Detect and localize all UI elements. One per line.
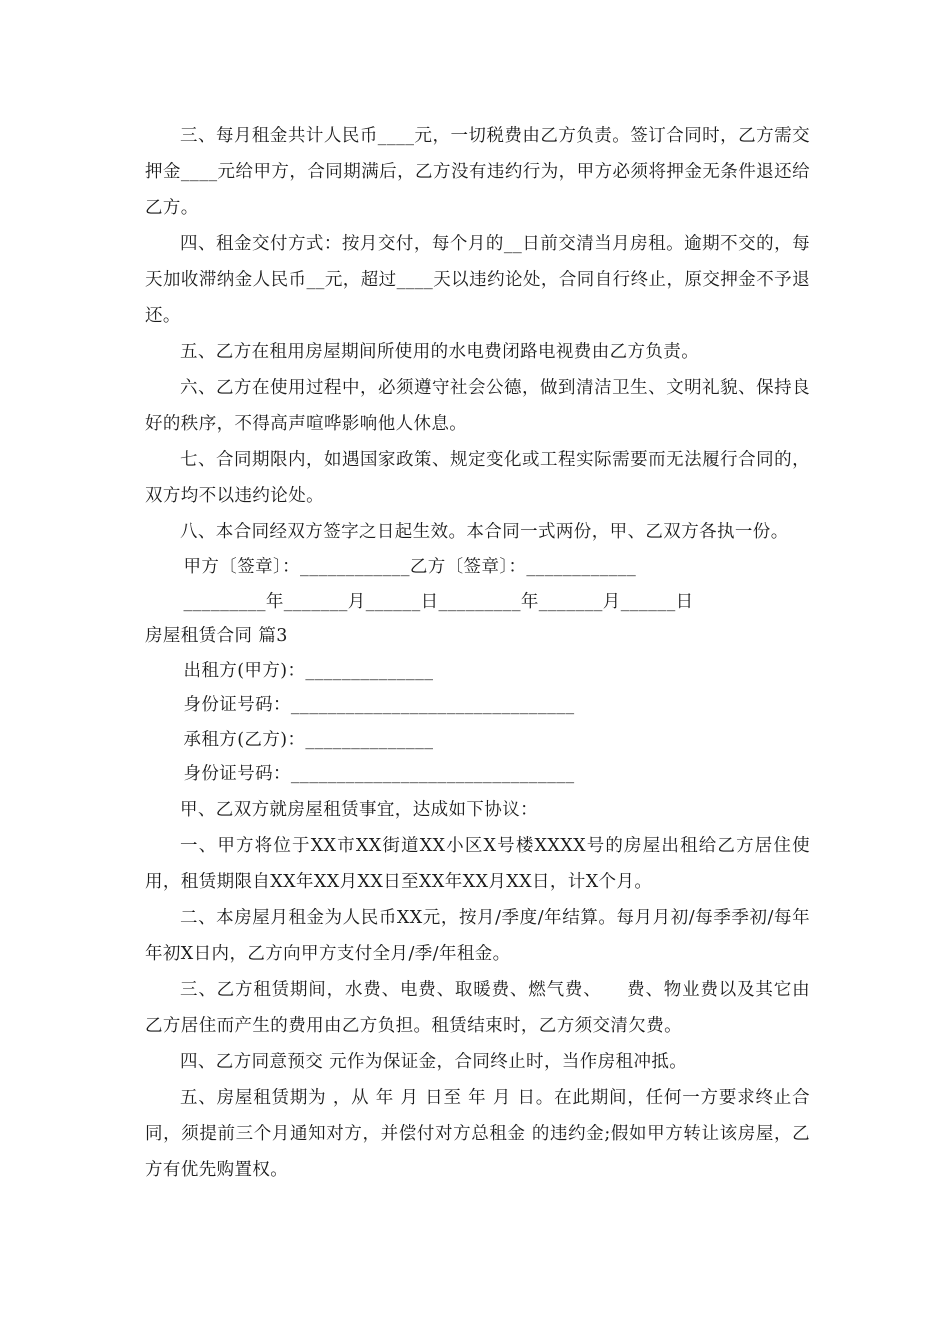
clause-5-utilities: 五、乙方在租用房屋期间所使用的水电费闭路电视费由乙方负责。 [180,342,700,362]
clause-7-force-majeure: 七、合同期限内，如遇国家政策、规定变化或工程实际需要而无法履行合同的，双方均不以违约论处。 [145,450,810,506]
section-title: 房屋租赁合同 篇3 [145,626,288,646]
signature-line: 甲方〔签章〕：____________乙方〔签章〕：____________ [183,557,637,577]
lease-clause-3: 三、乙方租赁期间，水费、电费、取暖费、燃气费、 费、物业费以及其它由乙方居住而产生的费用由乙方负担。租赁结束时，乙方须交清欠费。 [145,979,810,1036]
clause-4-payment: 四、租金交付方式：按月交付，每个月的__日前交清当月房租。逾期不交的，每天加收滞纳金人民币__元，超过____天以违约论处，合同自行终止，原交押金不予退还。 [145,234,810,326]
lease-clause-1: 一、甲方将位于XX市XX街道XX小区X号楼XXXX号的房屋出租给乙方居住使用，租赁期限自XX年XX月XX日至XX年XX月XX日，计X个月。 [145,835,810,892]
lessor-id-field: 身份证号码：_______________________________ [183,695,575,715]
lessor-field: 出租方(甲方)：______________ [183,660,434,681]
clause-8-effect: 八、本合同经双方签字之日起生效。本合同一式两份，甲、乙双方各执一份。 [180,522,789,542]
lease-clause-2: 二、本房屋月租金为人民币XX元，按月/季度/年结算。每月月初/每季季初/每年年初X日内，乙方向甲方支付全月/季/年租金。 [145,907,810,964]
date-line: _________年_______月______日_________年_______月______日 [183,591,694,612]
lessee-id-field: 身份证号码：_______________________________ [183,764,575,784]
clause-3-rent: 三、每月租金共计人民币____元，一切税费由乙方负责。签订合同时，乙方需交押金____元给甲方，合同期满后，乙方没有违约行为，甲方必须将押金无条件退还给乙方。 [145,126,810,218]
lessee-field: 承租方(乙方)：______________ [183,729,434,750]
document-body [145,118,810,1188]
lease-clause-5: 五、房屋租赁期为 ，从 年 月 日至 年 月 日。在此期间，任何一方要求终止合同，须提前三个月通知对方，并偿付对方总租金 的违约金;假如甲方转让该房屋，乙方有优先购置权。 [145,1087,810,1180]
agreement-intro: 甲、乙双方就房屋租赁事宜，达成如下协议： [180,799,538,820]
lease-clause-4: 四、乙方同意预交 元作为保证金，合同终止时，当作房租冲抵。 [180,1051,688,1072]
clause-6-conduct: 六、乙方在使用过程中，必须遵守社会公德，做到清洁卫生、文明礼貌、保持良好的秩序，不得高声喧哗影响他人休息。 [145,378,810,434]
